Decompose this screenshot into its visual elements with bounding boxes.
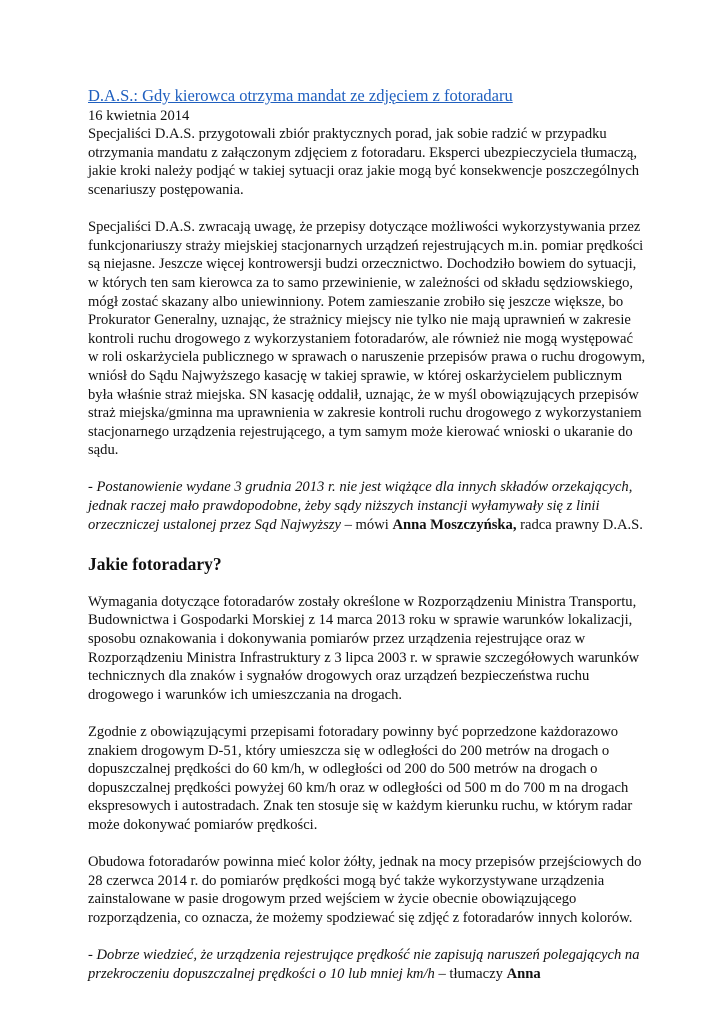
quote-author-name-1: Anna Moszczyńska, [392, 516, 517, 533]
article-paragraph-2: Wymagania dotyczące fotoradarów zostały określone w Rozporządzeniu Ministra Transportu, Budownictwa i Gospodarki Morskiej z 14 marca 2013 roku w sprawie warunków lokalizacji, sposobu oznakowania i dokonywania pomiarów przez urządzenia rejestrujące oraz w Rozporządzeniu Ministra Infrastruktury z 3 lipca 2003 r. w sprawie szczegółowych warunków technicznych dla znaków i sygnałów drogowych oraz urządzeń bezpieczeństwa ruchu drogowego i warunków ich umieszczania na drogach. [88, 593, 640, 703]
quote-text-1: - Postanowienie wydane 3 grudnia 2013 r. nie jest wiążące dla innych składów orzekających, jednak raczej mało prawdopodobne, żeby sądy niższych instancji wyłamywały się z linii orzeczniczej ustalonej przez Sąd Najwyższy [88, 479, 633, 533]
article-date: 16 kwietnia 2014 [88, 107, 190, 124]
article-title-link[interactable]: D.A.S.: Gdy kierowca otrzyma mandat ze zdjęciem z fotoradaru [88, 86, 513, 105]
section-heading: Jakie fotoradary? [88, 553, 222, 574]
article-paragraph-4: Obudowa fotoradarów powinna mieć kolor żółty, jednak na mocy przepisów przejściowych do 28 czerwca 2014 r. do pomiarów prędkości mogą być także wykorzystywane urządzenia zainstalowane w pasie drogowym przed wejściem w życie obecnie obowiązującego rozporządzenia, co oznacza, że możemy spodziewać się zdjęć z fotoradarów innych kolorów. [88, 854, 642, 926]
article-paragraph-1: Specjaliści D.A.S. zwracają uwagę, że przepisy dotyczące możliwości wykorzystywania przez funkcjonariuszy straży miejskiej stacjonarnych urządzeń rejestrujących m.in. pomiar prędkości są niejasne. Jeszcze więcej kontrowersji budzi orzecznictwo. Dochodziło bowiem do sytuacji, w których ten sam kierowca za to samo przewinienie, w zależności od składu sędziowskiego, mógł zostać skazany albo uniewinniony. Potem zamieszanie zrobiło się jeszcze większe, bo Prokurator Generalny, uznając, że strażnicy miejscy nie tylko nie mają uprawnień w zakresie kontroli ruchu drogowego z wykorzystaniem fotoradarów, ale również nie mogą występować w roli oskarżyciela publicznego w sprawach o naruszenie przepisów prawa o ruchu drogowym, wniósł do Sądu Najwyższego kasację w takiej sprawie, w której oskarżycielem publicznym była właśnie straż miejska. SN kasację oddalił, uznając, że w myśl obowiązujących przepisów straż miejska/gminna ma uprawnienia w zakresie kontroli ruchu drogowego z wykorzystaniem stacjonarnego urządzenia rejestrującego, a tym samym może kierować wnioski o ukaranie do sądu. [88, 219, 646, 459]
document-page [88, 86, 646, 1002]
quote-says-1: – mówi [340, 516, 393, 533]
quote-author-name-2: Anna [506, 965, 541, 982]
quote-text-2: - Dobrze wiedzieć, że urządzenia rejestrujące prędkość nie zapisują naruszeń polegających na przekroczeniu dopuszczalnej prędkości o 10 lub mniej km/h [88, 947, 640, 982]
quote-author-role-1: radca prawny D.A.S. [516, 516, 643, 533]
quote-paragraph-1 [88, 478, 646, 534]
article-paragraph-3: Zgodnie z obowiązującymi przepisami fotoradary powinny być poprzedzone każdorazowo znakiem drogowym D-51, który umieszcza się w odległości do 200 metrów na drogach o dopuszczalnej prędkości do 60 km/h, w odległości od 200 do 500 metrów na drogach o dopuszczalnej prędkości powyżej 60 km/h oraz w odległości od 500 m do 700 m na drogach ekspresowych i autostradach. Znak ten stosuje się w każdym kierunku ruchu, w którym radar może dokonywać pomiarów prędkości. [88, 724, 633, 833]
article-lead: Specjaliści D.A.S. przygotowali zbiór praktycznych porad, jak sobie radzić w przypadku otrzymania mandatu z załączonym zdjęciem z fotoradaru. Eksperci ubezpieczyciela tłumaczą, jakie kroki należy podjąć w takiej sytuacji oraz jakie mogą być konsekwencje poszczególnych scenariuszy postępowania. [88, 126, 640, 198]
quote-paragraph-2 [88, 946, 646, 983]
quote-says-2: – tłumaczy [434, 965, 507, 982]
